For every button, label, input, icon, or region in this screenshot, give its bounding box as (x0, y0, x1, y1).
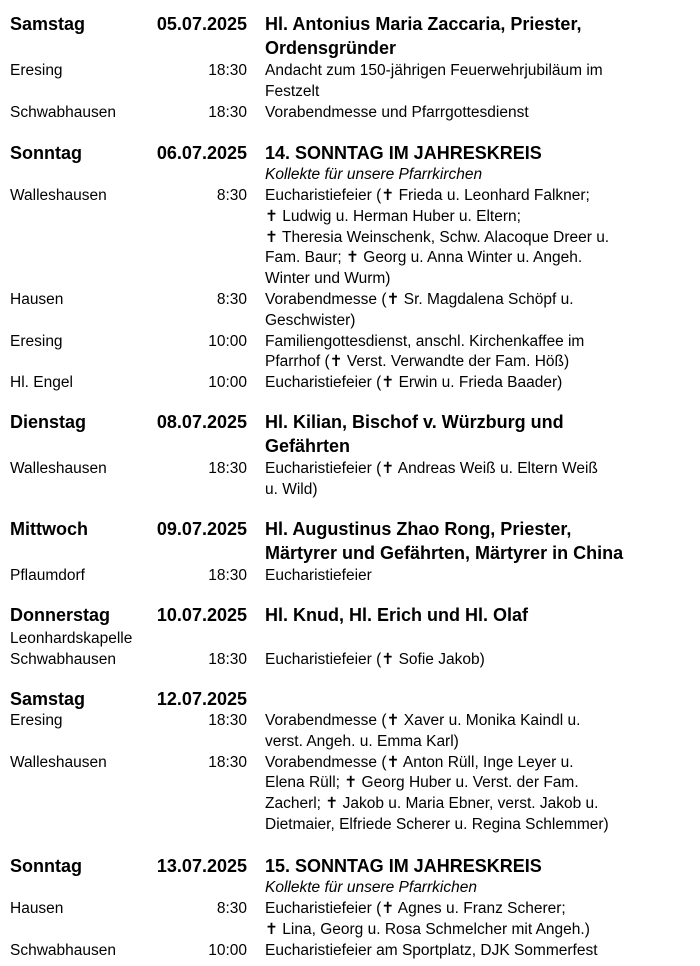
day-header (0, 687, 700, 711)
date: 10.07.2025 (156, 605, 247, 625)
place: Hausen (10, 290, 64, 308)
description-line: Eucharistiefeier (✝ Frieda u. Leonhard Falkner; (265, 187, 590, 204)
description-line (265, 629, 690, 650)
time: 8:30 (216, 900, 247, 917)
place: Schwabhausen (10, 941, 116, 959)
event-row (0, 566, 700, 587)
description-line: Eucharistiefeier (✝ Sofie Jakob) (265, 650, 485, 668)
description-line: Fam. Baur; ✝ Georg u. Anna Winter u. Angeh. (265, 249, 583, 267)
day-header (0, 517, 700, 565)
time: 18:30 (208, 62, 247, 79)
description-line: Vorabendmesse (✝ Sr. Magdalena Schöpf u. (265, 290, 574, 308)
feast-line: Hl. Knud, Hl. Erich und Hl. Olaf (265, 605, 529, 625)
description-line: Vorabendmesse und Pfarrgottesdienst (265, 103, 529, 121)
event-row (0, 373, 700, 394)
weekday: Sonntag (10, 143, 82, 163)
day-block (0, 517, 700, 587)
weekday: Samstag (10, 14, 86, 34)
feast-line: 15. SONNTAG IM JAHRESKREIS (265, 856, 542, 876)
place: Walleshausen (10, 187, 107, 204)
event-row (0, 753, 700, 836)
feast-title (265, 517, 690, 565)
feast-line: Hl. Kilian, Bischof v. Würzburg und (265, 412, 564, 432)
collection-note: Kollekte für unsere Pfarrkirchen (265, 166, 483, 183)
time: 18:30 (208, 103, 247, 121)
description-line: u. Wild) (265, 480, 318, 498)
place: Hl. Engel (10, 374, 73, 392)
event-description (265, 566, 690, 587)
event-description (265, 290, 690, 332)
feast-line: Hl. Augustinus Zhao Rong, Priester, (265, 519, 572, 539)
feast-line: Gefährten (265, 436, 351, 456)
date: 06.07.2025 (156, 143, 247, 163)
date: 08.07.2025 (156, 412, 247, 432)
place-line: Schwabhausen (10, 650, 116, 668)
description-line: Dietmaier, Elfriede Scherer u. Regina Schlemmer) (265, 815, 609, 833)
description-line: Geschwister) (265, 311, 356, 329)
place: Eresing (10, 62, 63, 79)
day-block (0, 141, 700, 394)
place: Eresing (10, 712, 63, 729)
day-header (0, 12, 700, 60)
weekday: Sonntag (10, 856, 82, 876)
description-line: Elena Rüll; ✝ Georg Huber u. Verst. der Fam. (265, 774, 579, 792)
event-description (265, 899, 690, 941)
description-line: ✝ Ludwig u. Herman Huber u. Eltern; (265, 207, 521, 225)
time: 10:00 (208, 941, 247, 959)
place-line: Leonhardskapelle (10, 630, 133, 647)
time: 10:00 (208, 374, 247, 392)
weekday: Mittwoch (10, 519, 88, 539)
feast-line: Hl. Antonius Maria Zaccaria, Priester, (265, 14, 582, 34)
day-header (0, 410, 700, 458)
time: 8:30 (216, 290, 247, 308)
description-line: Eucharistiefeier (✝ Erwin u. Frieda Baader) (265, 374, 563, 392)
date: 05.07.2025 (156, 14, 247, 34)
feast-title (265, 854, 690, 878)
day-header (0, 141, 700, 165)
time: 18:30 (208, 567, 247, 584)
event-row (0, 899, 700, 941)
event-description (265, 61, 690, 103)
date: 09.07.2025 (156, 519, 247, 539)
description-line: Vorabendmesse (✝ Anton Rüll, Inge Leyer u. (265, 753, 574, 771)
event-row (0, 290, 700, 332)
place: Schwabhausen (10, 103, 116, 121)
day-header (0, 854, 700, 878)
feast-title (265, 12, 690, 60)
description-line: Eucharistiefeier (265, 567, 372, 584)
date: 12.07.2025 (156, 689, 247, 709)
event-description (265, 103, 690, 124)
feast-title (265, 410, 690, 458)
place: Hausen (10, 900, 64, 917)
event-row (0, 629, 700, 671)
event-description (265, 373, 690, 394)
event-description (265, 753, 690, 836)
place: Walleshausen (10, 460, 107, 477)
place: Pflaumdorf (10, 567, 85, 584)
weekday: Samstag (10, 689, 86, 709)
collection-note: Kollekte für unsere Pfarrkichen (265, 879, 477, 896)
description-line: Eucharistiefeier (✝ Andreas Weiß u. Eltern Weiß (265, 460, 598, 477)
day-block (0, 687, 700, 836)
event-description (265, 711, 690, 753)
time: 10:00 (208, 332, 247, 350)
event-description (265, 332, 690, 374)
weekday: Dienstag (10, 412, 87, 432)
description-line: Familiengottesdienst, anschl. Kirchenkaffee im (265, 332, 585, 350)
description-line: Eucharistiefeier (✝ Agnes u. Franz Scherer; (265, 900, 566, 917)
feast-title (265, 141, 690, 165)
weekday: Donnerstag (10, 605, 111, 625)
time: 18:30 (208, 460, 247, 477)
event-row (0, 711, 700, 753)
description-line: Festzelt (265, 82, 320, 100)
description-line: ✝ Lina, Georg u. Rosa Schmelcher mit Angeh.) (265, 920, 590, 938)
description-line: verst. Angeh. u. Emma Karl) (265, 732, 459, 750)
event-description (265, 186, 690, 290)
description-line: ✝ Theresia Weinschenk, Schw. Alacoque Dreer u. (265, 228, 610, 246)
place (10, 629, 132, 671)
event-row (0, 61, 700, 103)
event-row (0, 332, 700, 374)
event-description (265, 459, 690, 501)
day-block (0, 12, 700, 123)
description-line: Zacherl; ✝ Jakob u. Maria Ebner, verst. Jakob u. (265, 795, 599, 813)
description-line: Eucharistiefeier am Sportplatz, DJK Sommerfest (265, 941, 598, 959)
feast-title (265, 603, 690, 627)
time: 18:30 (208, 712, 247, 729)
feast-line: Märtyrer und Gefährten, Märtyrer in China (265, 543, 624, 563)
feast-line: Ordensgründer (265, 38, 397, 58)
description-line: Andacht zum 150-jährigen Feuerwehrjubiläum im (265, 62, 603, 79)
event-row (0, 459, 700, 501)
event-description (265, 629, 690, 671)
place: Eresing (10, 332, 63, 350)
time: 8:30 (216, 187, 247, 204)
event-row (0, 186, 700, 290)
description-line: Vorabendmesse (✝ Xaver u. Monika Kaindl u. (265, 712, 581, 729)
place: Walleshausen (10, 753, 107, 771)
day-block (0, 854, 700, 961)
time: 18:30 (208, 753, 247, 771)
day-block (0, 410, 700, 501)
description-line: Winter und Wurm) (265, 270, 391, 288)
event-description (265, 941, 690, 962)
date: 13.07.2025 (156, 856, 247, 876)
feast-line: 14. SONNTAG IM JAHRESKREIS (265, 143, 542, 163)
description-line: Pfarrhof (✝ Verst. Verwandte der Fam. Höß) (265, 353, 570, 371)
day-header (0, 603, 700, 627)
event-row (0, 941, 700, 962)
day-block (0, 603, 700, 671)
time: 18:30 (208, 650, 247, 668)
event-row (0, 103, 700, 124)
